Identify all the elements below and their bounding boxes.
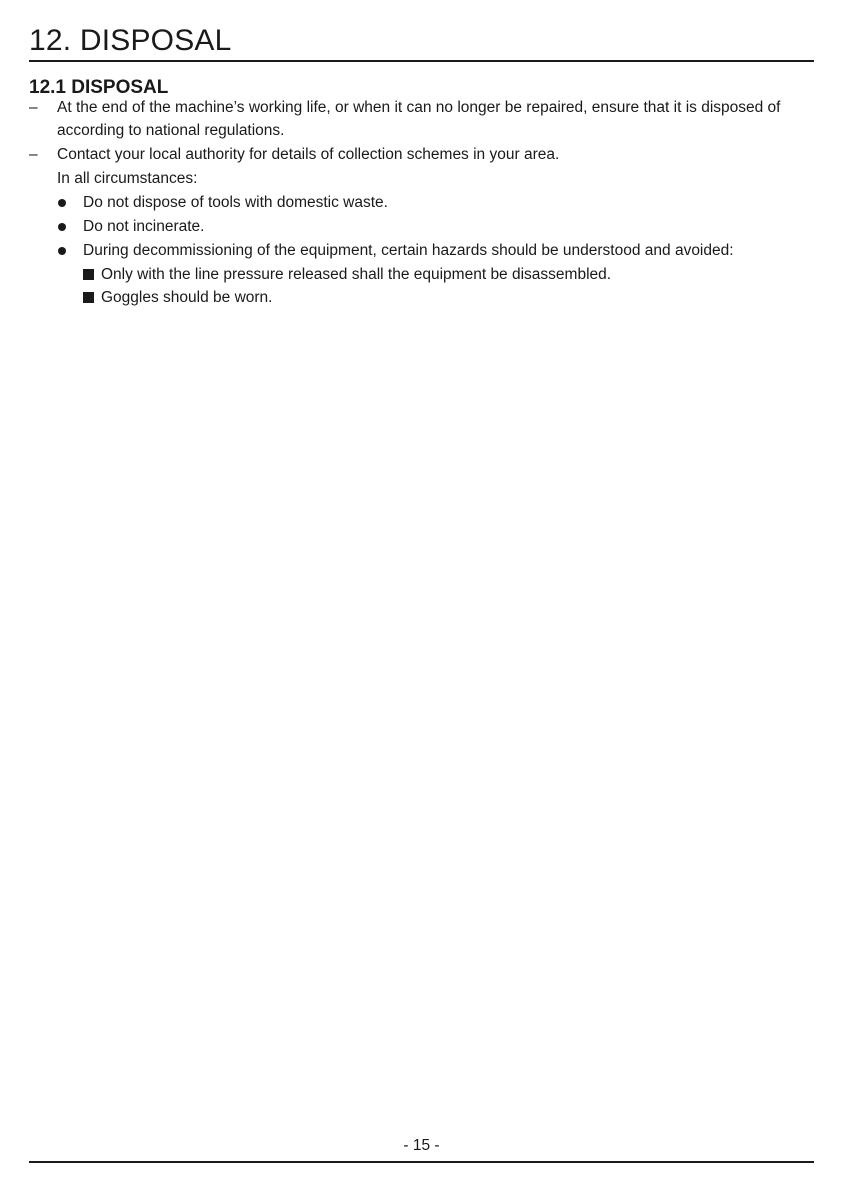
dash-list-item	[29, 143, 819, 166]
dash-list-item	[29, 96, 819, 142]
title-divider	[29, 60, 814, 62]
dash-marker: –	[29, 99, 38, 116]
page-number: - 15 -	[403, 1137, 440, 1154]
section-heading: 12.1 DISPOSAL	[29, 77, 169, 98]
page-title: 12. DISPOSAL	[29, 24, 232, 57]
square-bullet-icon	[83, 292, 94, 303]
bullet-dot-icon	[58, 247, 66, 255]
circumstances-intro: In all circumstances:	[57, 170, 198, 187]
sub-bullet-text: Only with the line pressure released shall the equipment be disassembled.	[101, 266, 612, 283]
bullet-dot-icon	[58, 223, 66, 231]
dash-item-text: At the end of the machine’s working life, or when it can no longer be repaired, ensure that it is disposed of according to national regulations.	[57, 99, 781, 139]
section-body	[29, 96, 819, 309]
sub-bullet-list-item	[29, 286, 819, 309]
square-bullet-icon	[83, 269, 94, 280]
bullet-list-item	[29, 215, 819, 238]
dash-marker: –	[29, 146, 38, 163]
footer-divider	[29, 1161, 814, 1163]
sub-bullet-text: Goggles should be worn.	[101, 289, 273, 306]
bullet-text: During decommissioning of the equipment, certain hazards should be understood and avoided:	[83, 242, 734, 259]
dash-item-text: Contact your local authority for details of collection schemes in your area.	[57, 146, 560, 163]
bullet-list-item	[29, 239, 819, 262]
bullet-dot-icon	[58, 199, 66, 207]
bullet-text: Do not incinerate.	[83, 218, 205, 235]
bullet-text: Do not dispose of tools with domestic waste.	[83, 194, 388, 211]
bullet-list-item	[29, 191, 819, 214]
sub-bullet-list-item	[29, 263, 819, 286]
